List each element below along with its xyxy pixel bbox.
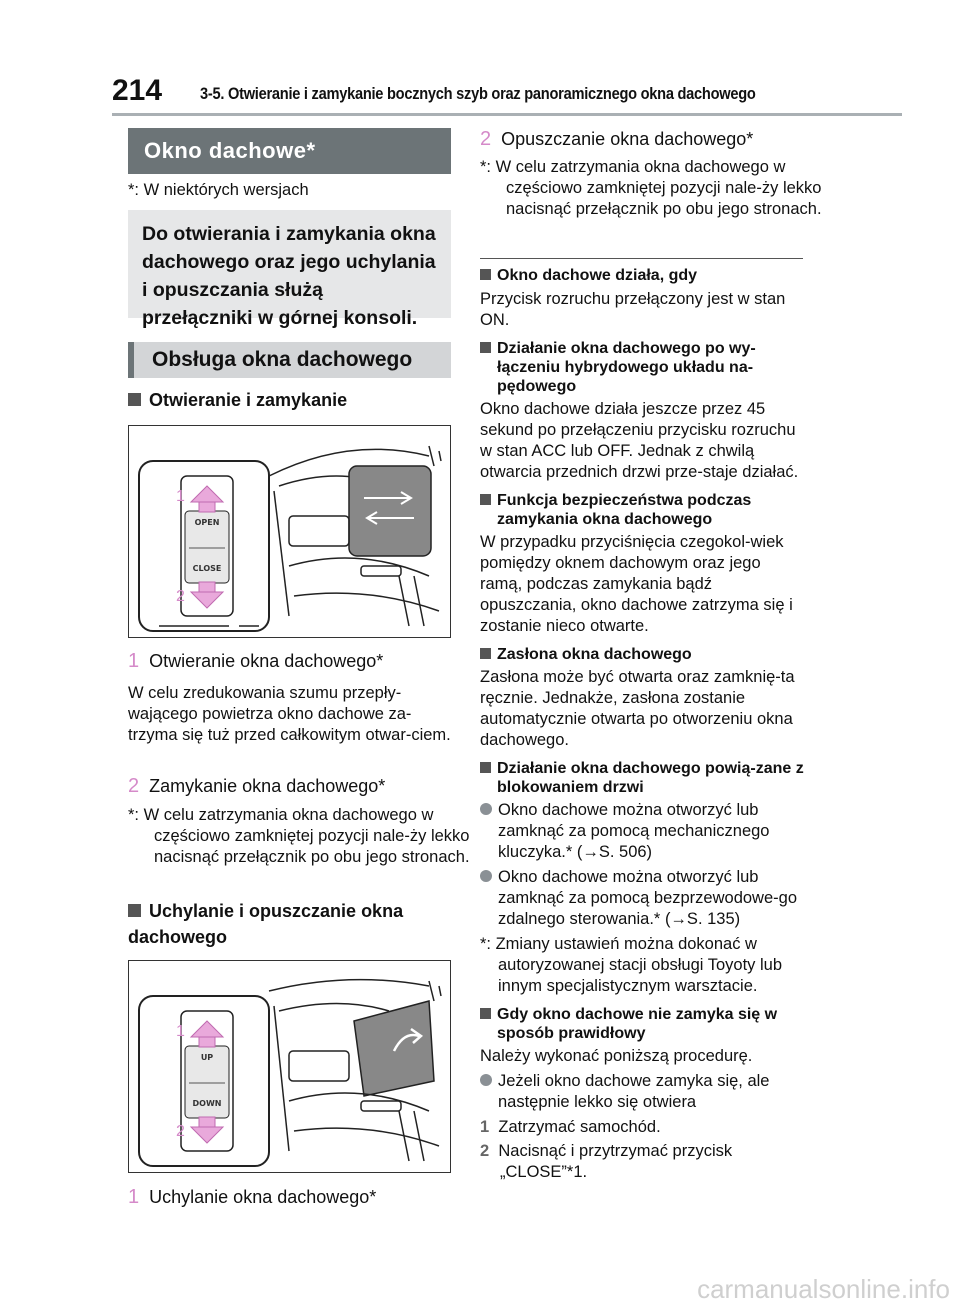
watermark: carmanualsonline.info	[697, 1274, 950, 1304]
item-open-text: W celu zredukowania szumu przepły-wającego powietrza okno dachowe za-trzyma się tuż przed całkowitym otwar-ciem.	[128, 684, 451, 744]
bullet-remote: Okno dachowe można otworzyć lub zamknąć za pomocą bezprzewodowe-go zdalnego sterowania.* (→S. 135)	[480, 867, 805, 930]
info-block	[480, 266, 805, 1183]
square-bullet-icon	[128, 904, 141, 917]
item-tilt-down-note: *: W celu zatrzymania okna dachowego w częściowo zamkniętej pozycji nale-ży lekko nacisnąć przełącznik po obu jego stronach.	[480, 158, 822, 218]
heading-door-lock: Działanie okna dachowego powią-zane z blokowaniem drzwi	[480, 759, 805, 797]
up-label: UP	[200, 1053, 214, 1062]
square-bullet-icon	[480, 494, 491, 505]
header-rule	[112, 113, 902, 116]
text-procedure: Należy wykonać poniższą procedurę.	[480, 1047, 753, 1065]
bullet-mech-key: Okno dachowe można otworzyć lub zamknąć za pomocą mechanicznego kluczyka.* (→S. 506)	[480, 800, 805, 863]
overhead-console-illustration	[129, 426, 449, 636]
round-bullet-icon	[480, 1074, 492, 1086]
section-title: Okno dachowe*	[128, 128, 451, 174]
item-tilt-down: 2 Opuszczanie okna dachowego*	[480, 128, 754, 150]
callout-1: 1	[176, 1023, 185, 1040]
square-bullet-icon	[480, 342, 491, 353]
item-tilt-up: 1 Uchylanie okna dachowego*	[128, 1186, 377, 1208]
step-2: 2 Nacisnąć i przytrzymać przycisk „CLOSE”*1.	[480, 1142, 733, 1181]
callout-1: 1	[176, 488, 185, 505]
heading-safety: Funkcja bezpieczeństwa podczas zamykania okna dachowego	[480, 491, 805, 529]
heading-tilt: Uchylanie i opuszczanie okna dachowego	[128, 901, 404, 947]
text-after-off: Okno dachowe działa jeszcze przez 45 sekund po przełączeniu przycisku rozruchu w stan ACC lub OFF. Jednak z chwilą otwarcia przednich drzwi prze-staje działać.	[480, 400, 799, 481]
heading-shade: Zasłona okna dachowego	[480, 645, 805, 664]
page-number: 214	[112, 74, 163, 107]
open-label: OPEN	[194, 518, 220, 527]
callout-2: 2	[176, 588, 185, 605]
info-box: Do otwierania i zamykania okna dachowego oraz jego uchylania i opuszczania służą przełączniki w górnej konsoli.	[128, 210, 451, 318]
divider	[480, 258, 803, 259]
round-bullet-icon	[480, 803, 492, 815]
heading-works-when: Okno dachowe działa, gdy	[480, 266, 805, 285]
item-close: 2 Zamykanie okna dachowego*	[128, 775, 386, 797]
down-label: DOWN	[192, 1099, 222, 1108]
square-bullet-icon	[480, 1008, 491, 1019]
heading-open-close: Otwieranie i zamykanie	[128, 390, 347, 411]
overhead-console-tilt-illustration	[129, 961, 449, 1171]
item-open: 1 Otwieranie okna dachowego*	[128, 650, 384, 672]
round-bullet-icon	[480, 870, 492, 882]
callout-2: 2	[176, 1123, 185, 1140]
square-bullet-icon	[480, 269, 491, 280]
text-works-when: Przycisk rozruchu przełączony jest w stan ON.	[480, 290, 786, 329]
heading-after-off: Działanie okna dachowego po wy-łączeniu hybrydowego układu na-pędowego	[480, 339, 805, 396]
figure-tilt	[128, 960, 451, 1173]
heading-not-closing: Gdy okno dachowe nie zamyka się w sposób prawidłowy	[480, 1005, 805, 1043]
text-safety: W przypadku przyciśnięcia czegokol-wiek pomiędzy oknem dachowym oraz jego ramą, podczas zamykania bądź opuszczania, okno dachowe zatrzyma się i zostanie nieco otwarte.	[480, 533, 793, 635]
footnote-versions: *: W niektórych wersjach	[128, 181, 309, 199]
close-label: CLOSE	[192, 564, 222, 573]
text-shade: Zasłona może być otwarta oraz zamknię-ta ręcznie. Jednakże, zasłona zostanie automatycznie otwarta po otworzeniu okna dachowego.	[480, 668, 795, 749]
item-close-note: *: W celu zatrzymania okna dachowego w częściowo zamkniętej pozycji nale-ży lekko nacisnąć przełącznik po obu jego stronach.	[128, 806, 470, 866]
square-bullet-icon	[480, 648, 491, 659]
subsection-title: Obsługa okna dachowego	[128, 342, 451, 378]
bullet-closes-opens: Jeżeli okno dachowe zamyka się, ale następnie lekko się otwiera	[480, 1071, 805, 1113]
note-dealer: *: Zmiany ustawień można dokonać w autoryzowanej stacji obsługi Toyoty lub innym specjalistycznym warsztacie.	[480, 935, 783, 995]
running-title: 3-5. Otwieranie i zamykanie bocznych szyb oraz panoramicznego okna dachowego	[200, 84, 756, 103]
step-1: 1 Zatrzymać samochód.	[480, 1118, 661, 1136]
square-bullet-icon	[480, 762, 491, 773]
figure-open-close	[128, 425, 451, 638]
square-bullet-icon	[128, 393, 141, 406]
